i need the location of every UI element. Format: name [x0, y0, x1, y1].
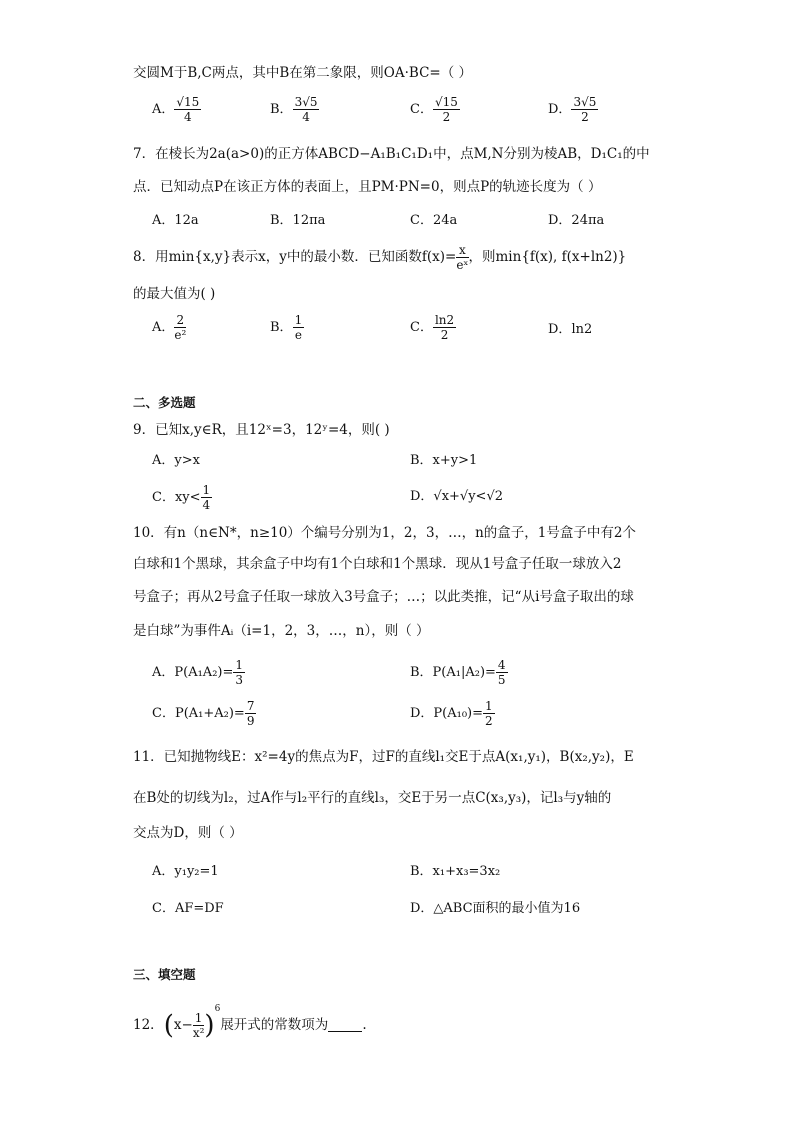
option-fraction: $\frac{3√5}{2}$ [573, 95, 597, 124]
option-label: B． [270, 102, 293, 117]
option-fraction: $\frac{7}{9}$ [246, 699, 255, 728]
q8-stem-line1: 8．用min{x,y}表示x，y中的最小数．已知函数f(x)= $\frac{x}{\text{eˣ}}$ ，则min{f(x), f(x+ln2)} [133, 243, 627, 272]
q6-option-a[interactable] [152, 96, 201, 123]
option-label: C． [410, 102, 433, 117]
q7-option-d[interactable]: D．24πa [548, 213, 605, 228]
q10-option-b[interactable]: B．P(A₁|A₂)= $\frac{4}{5}$ [410, 658, 506, 687]
q7-stem-line2: 点．已知动点P在该正方体的表面上，且PM·PN=0，则点P的轨迹长度为（ ） [133, 179, 602, 195]
option-fraction: $\frac{1}{2}$ [485, 699, 493, 728]
q9-stem: 9．已知x,y∈R，且12ˣ=3，12ʸ=4，则( ) [133, 422, 390, 438]
q11-option-b[interactable]: B．x₁+x₃=3x₂ [410, 864, 501, 879]
option-fraction: $\frac{1}{4}$ [202, 483, 211, 512]
q10-option-a[interactable]: A．P(A₁A₂)= $\frac{1}{3}$ [152, 658, 244, 687]
q10-stem-line3: 号盒子；再从2号盒子任取一球放入3号盒子；…；以此类推，记“从i号盒子取出的球 [133, 589, 634, 605]
q9-option-b[interactable]: B．x+y>1 [410, 453, 478, 468]
q10-stem-line2: 白球和1个黑球，其余盒子中均有1个白球和1个黑球．现从1号盒子任取一球放入2 [133, 556, 622, 572]
option-fraction: $\frac{√15}{4}$ [176, 95, 200, 124]
section-heading-fill-in-blank: 三、填空题 [133, 967, 196, 982]
q7-option-a[interactable]: A．12a [152, 213, 199, 228]
option-label: D． [548, 102, 572, 117]
q11-stem-line3: 交点为D，则（ ） [133, 825, 243, 841]
q6-stem: 交圆M于B,C两点，其中B在第二象限，则OA·BC=（ ） [133, 65, 472, 81]
q7-option-b[interactable]: B．12πa [270, 213, 326, 228]
q10-stem-line1: 10．有n（n∈N*，n≥10）个编号分别为1，2，3，…，n的盒子，1号盒子中有2个 [133, 525, 636, 541]
option-fraction: $\frac{\ln 2}{2}$ [434, 313, 455, 342]
q11-option-d[interactable]: D．△ABC面积的最小值为16 [410, 901, 581, 916]
q9-option-c[interactable]: C．xy< $\frac{1}{4}$ [152, 483, 211, 512]
q11-stem-line2: 在B处的切线为l₂，过A作与l₂平行的直线l₃，交E于另一点C(x₃,y₃)，记l₃与y轴的 [133, 790, 612, 806]
option-fraction: $\frac{1}{e}$ [294, 313, 303, 342]
q6-option-b[interactable] [270, 96, 319, 123]
q8-option-c[interactable]: C． $\frac{\ln 2}{2}$ [410, 313, 455, 342]
q11-stem-line1: 11．已知抛物线E：x²=4y的焦点为F，过F的直线l₁交E于点A(x₁,y₁)，B(x₂,y₂)，E [133, 749, 634, 765]
q8-function-fraction: $\frac{x}{\text{eˣ}}$ [456, 243, 469, 272]
q12-answer-blank[interactable] [328, 1020, 362, 1032]
q7-stem-line1: 7．在棱长为2a(a>0)的正方体ABCD−A₁B₁C₁D₁中，点M,N分别为棱AB，D₁C₁的中 [133, 146, 650, 162]
option-fraction: $\frac{√15}{2}$ [434, 95, 458, 124]
q6-option-d[interactable] [548, 96, 598, 123]
q8-stem-line2: 的最大值为( ) [133, 286, 216, 302]
q10-stem-line4: 是白球”为事件Aᵢ（i=1，2，3，…，n），则（ ） [133, 623, 430, 639]
q8-option-b[interactable]: B． $\frac{1}{e}$ [270, 313, 303, 342]
q6-option-c[interactable] [410, 96, 460, 123]
option-fraction: $\frac{1}{3}$ [235, 658, 244, 687]
option-fraction: $\frac{4}{5}$ [497, 658, 506, 687]
q11-option-c[interactable]: C．AF=DF [152, 901, 224, 916]
q8-option-a[interactable]: A． $\frac{2}{\text{e²}}$ [152, 313, 187, 342]
q9-option-a[interactable]: A．y>x [152, 453, 200, 468]
q9-option-d[interactable]: D．√x+√y<√2 [410, 489, 504, 504]
q12-fraction: $\frac{1}{\text{x²}}$ [192, 1011, 205, 1040]
q10-option-c[interactable]: C．P(A₁+A₂)= $\frac{7}{9}$ [152, 699, 255, 728]
q11-option-a[interactable]: A．y₁y₂=1 [152, 864, 219, 879]
option-fraction: $\frac{3√5}{4}$ [294, 95, 318, 124]
section-heading-multiple-choice: 二、多选题 [133, 395, 196, 410]
option-fraction: $\frac{2}{\text{e²}}$ [174, 313, 187, 342]
q10-option-d[interactable]: D．P(A₁₀)= $\frac{1}{2}$ [410, 699, 493, 728]
option-label: A． [152, 102, 175, 117]
q8-option-d[interactable]: D．ln2 [548, 322, 593, 337]
q7-option-c[interactable]: C．24a [410, 213, 458, 228]
q12-stem: 12．(x− $\frac{1}{\text{x²}}$ )$^6$展开式的常数项为 . [133, 1004, 367, 1041]
